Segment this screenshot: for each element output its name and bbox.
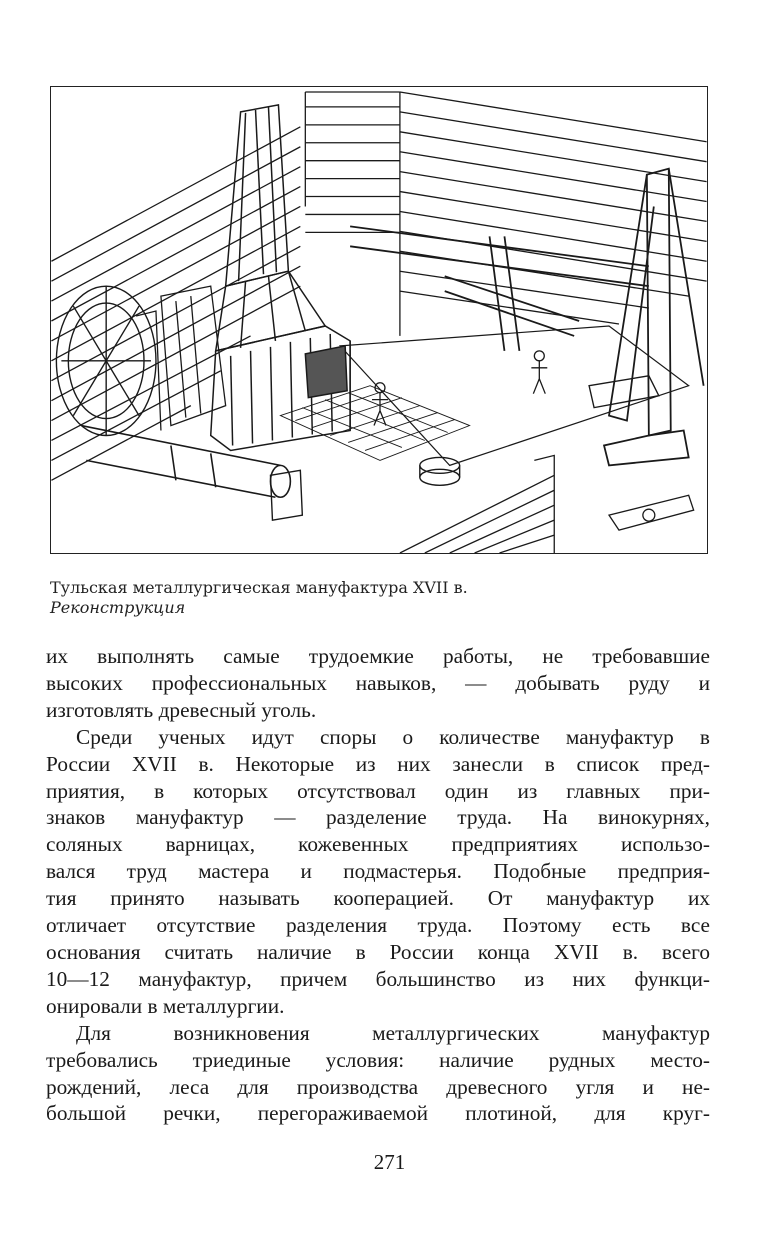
text-line: соляных варницах, кожевенных предприятиях использо-: [46, 832, 710, 857]
text-line: тия принято называть кооперацией. От мануфактур их: [46, 886, 710, 911]
text-line: знаков мануфактур — разделение труда. На винокурнях,: [46, 805, 710, 830]
caption-subtitle: Реконструкция: [50, 598, 186, 617]
page-number: 271: [373, 1150, 406, 1174]
text-line: рождений, леса для производства древесного угля и не-: [46, 1074, 710, 1099]
foundry-reconstruction-drawing: [51, 87, 707, 553]
text-line: изготовлять древесный уголь.: [46, 697, 317, 722]
right-a-frame: [604, 169, 704, 466]
text-line: требовались триединые условия: наличие рудных место-: [46, 1047, 710, 1072]
text-line: Среди ученых идут споры о количестве мануфактур в: [76, 724, 710, 749]
text-line: вался труд мастера и подмастерья. Подобные предприя-: [46, 859, 710, 884]
text-line: 10—12 мануфактур, причем большинство из них функци-: [46, 966, 710, 991]
water-wheel: [56, 286, 156, 435]
back-log-wall-left: [305, 92, 400, 336]
caption-title: Тульская металлургическая мануфактура XVII в.: [50, 578, 468, 597]
text-line: России XVII в. Некоторые из них занесли в список пред-: [46, 751, 710, 776]
camshaft-log: [81, 426, 290, 498]
text-line: их выполнять самые трудоемкие работы, не требовавшие: [46, 644, 710, 668]
figure-caption: [50, 578, 468, 618]
paragraph: [46, 1020, 710, 1128]
body-text: [46, 643, 710, 1127]
back-log-wall-right: [400, 92, 707, 324]
text-line: онировали в металлургии.: [46, 993, 285, 1018]
text-line: большой речки, перегораживаемой плотиной, для круг-: [46, 1101, 710, 1126]
paragraph: [46, 724, 710, 1020]
text-line: Для возникновения металлургических мануфактур: [76, 1020, 710, 1045]
paragraph: [46, 643, 710, 724]
illustration-frame: [50, 86, 708, 554]
text-line: отличает отсутствие разделения труда. Поэтому есть все: [46, 913, 710, 938]
text-line: основания считать наличие в России конца XVII в. всего: [46, 939, 710, 964]
anvil: [270, 376, 658, 520]
worker-figures: [372, 351, 547, 426]
text-line: приятия, в которых отсутствовал один из главных при-: [46, 778, 710, 803]
text-line: высоких профессиональных навыков, — добывать руду и: [46, 670, 710, 695]
